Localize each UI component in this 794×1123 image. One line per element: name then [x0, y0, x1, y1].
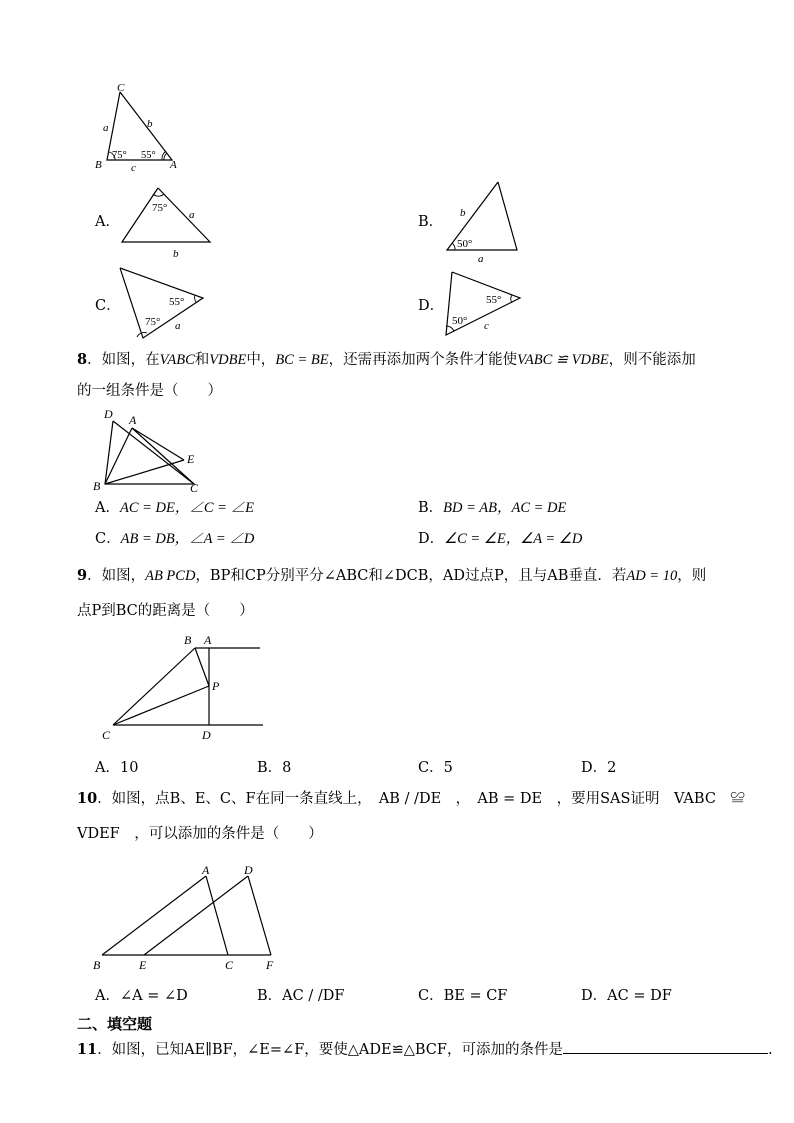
q10-label-f: F [266, 958, 274, 972]
q9-option-d[interactable]: D．2 [581, 760, 617, 776]
q10-figure [88, 860, 288, 975]
q7c-angle-55: 55° [169, 296, 185, 308]
q8-option-b[interactable]: B．BD = AB，AC = DE [418, 500, 567, 516]
q7-option-b-figure [440, 176, 530, 266]
q7-option-d-figure [440, 267, 530, 342]
q7-option-c-figure [115, 263, 215, 343]
q8-option-d[interactable]: D．∠C = ∠E，∠A = ∠D [418, 531, 583, 547]
q10-stem-line-2: VDEF ，可以添加的条件是（ ） [77, 826, 323, 842]
reference-triangle-figure [88, 78, 198, 178]
q9-label-p: P [212, 679, 220, 693]
q11-answer-blank[interactable] [563, 1039, 768, 1054]
q10-option-d[interactable]: D．AC = DF [581, 988, 672, 1004]
q7d-angle-55: 55° [486, 294, 502, 306]
label-angle-55: 55° [141, 150, 156, 161]
q8-label-c: C [190, 481, 199, 493]
label-side-c: c [131, 162, 136, 174]
q7a-side-b: b [173, 248, 179, 260]
q7d-angle-50: 50° [452, 315, 468, 327]
q10-label-a: A [202, 863, 210, 877]
q10-option-b[interactable]: B．AC / /DF [257, 988, 345, 1004]
q9-label-b: B [184, 633, 192, 647]
q11-stem: 11．如图，已知AE∥BF，∠E=∠F，要使△ADE≌△BCF，可添加的条件是 . [77, 1041, 773, 1058]
q8-label-e: E [187, 452, 195, 466]
q9-option-c[interactable]: C．5 [418, 760, 453, 776]
q9-option-a[interactable]: A．10 [95, 760, 139, 776]
q7-option-d-letter[interactable]: D． [418, 298, 445, 314]
q9-option-b[interactable]: B．8 [257, 760, 292, 776]
q7-option-a-figure [118, 182, 218, 262]
label-a-vertex: A [170, 159, 177, 171]
q10-label-c: C [225, 958, 234, 972]
q7a-side-a: a [189, 209, 195, 221]
label-side-a: a [103, 122, 109, 134]
label-side-b: b [147, 118, 153, 130]
q10-number: 10 [77, 790, 98, 807]
q8-label-a: A [129, 413, 137, 427]
section-heading-fill-in: 二、填空题 [77, 1015, 153, 1033]
q8-option-c[interactable]: C．AB = DB，∠A = ∠D [95, 531, 255, 547]
q8-option-a[interactable]: A．AC = DE，∠C = ∠E [95, 500, 254, 516]
q7c-angle-75: 75° [145, 316, 161, 328]
q10-stem-line-1: 10．如图，点B、E、C、F在同一条直线上， AB / /DE ， AB = DE ，要用SAS证明 VABC ≌ [77, 790, 745, 807]
q7b-angle: 50° [457, 238, 473, 250]
q8-stem-line-1: 8．如图，在VABC和VDBE中，BC = BE，还需再添加两个条件才能使VABC ≌ VDBE，则不能添加 [77, 351, 696, 368]
label-b-vertex: B [95, 159, 102, 171]
q7c-side-a: a [175, 320, 181, 332]
q8-figure [88, 403, 208, 493]
q10-option-a[interactable]: A．∠A = ∠D [95, 988, 188, 1004]
q9-stem-line-1: 9．如图，AB PCD，BP和CP分别平分∠ABC和∠DCB，AD过点P，且与AB垂直．若AD = 10，则 [77, 567, 707, 584]
q10-option-c[interactable]: C．BE = CF [418, 988, 508, 1004]
label-angle-75: 75° [112, 150, 127, 161]
q9-stem-line-2: 点P到BC的距离是（ ） [77, 603, 254, 619]
q10-label-b: B [93, 958, 101, 972]
q8-label-d: D [104, 407, 113, 421]
q8-stem-line-2: 的一组条件是（ ） [77, 383, 222, 399]
q7b-side-b: b [460, 207, 466, 219]
q11-number: 11 [77, 1041, 98, 1058]
q7-option-a-letter[interactable]: A． [95, 214, 120, 230]
label-c-vertex: C [117, 82, 125, 94]
q9-label-a: A [204, 633, 212, 647]
q7-option-c-letter[interactable]: C． [95, 298, 121, 314]
q7d-side-c: c [484, 320, 489, 332]
q8-label-b: B [93, 479, 101, 493]
q9-figure [98, 630, 268, 745]
q7b-side-a: a [478, 253, 484, 265]
q7-option-b-letter[interactable]: B． [418, 214, 444, 230]
q9-label-d: D [202, 728, 211, 742]
q9-number: 9 [77, 567, 88, 584]
q10-label-e: E [139, 958, 147, 972]
q9-label-c: C [102, 728, 111, 742]
q7a-angle: 75° [152, 202, 168, 214]
q10-label-d: D [244, 863, 253, 877]
q8-number: 8 [77, 351, 88, 368]
